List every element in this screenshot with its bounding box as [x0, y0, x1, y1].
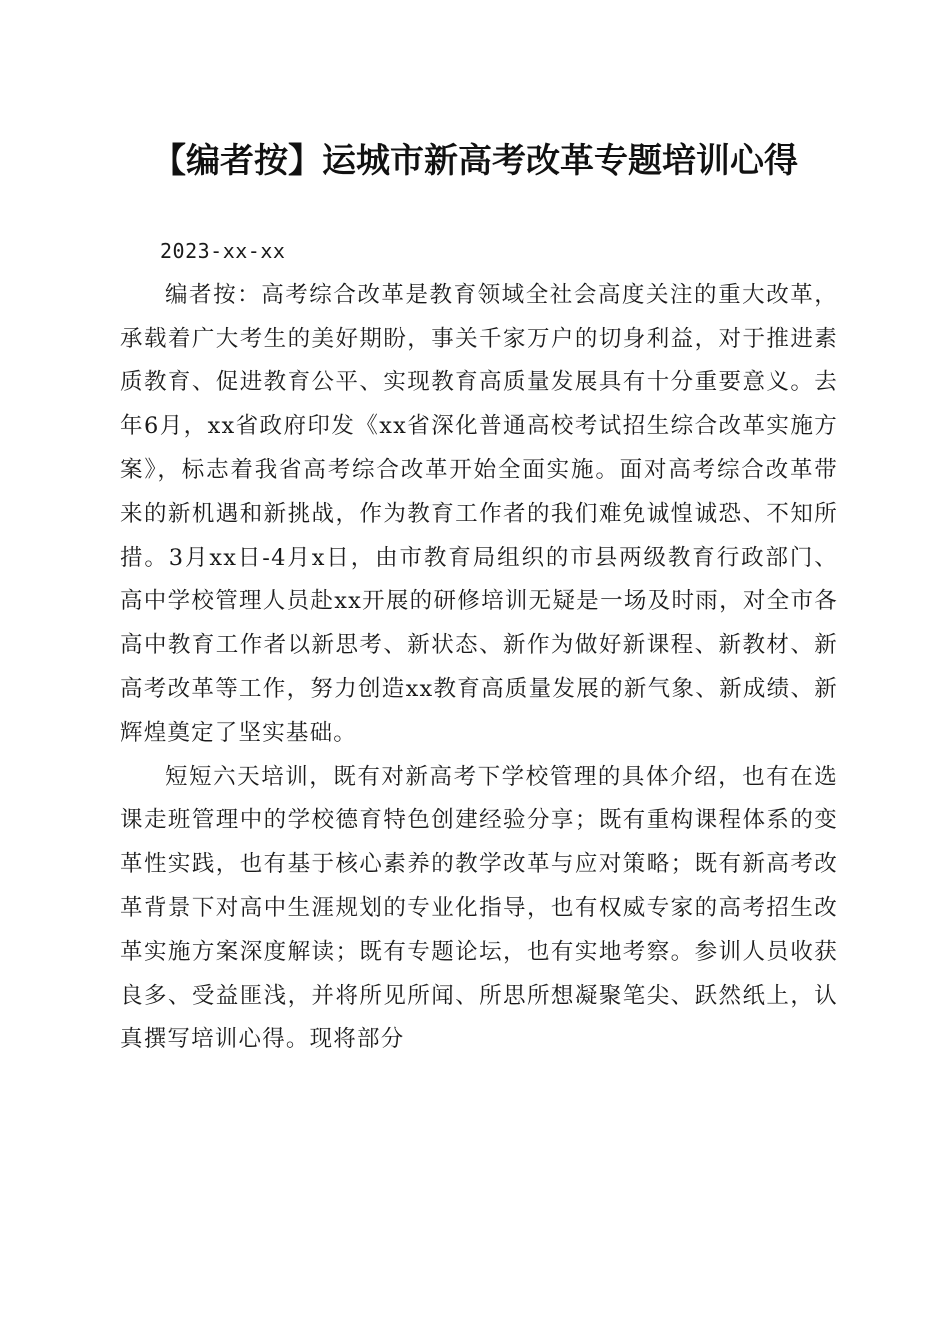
paragraph-editor-note: 编者按：高考综合改革是教育领域全社会高度关注的重大改革，承载着广大考生的美好期盼，事关千家万户的切身利益，对于推进素质教育、促进教育公平、实现教育高质量发展具有十分重要意义。去年6月，xx省政府印发《xx省深化普通高校考试招生综合改革实施方案》，标志着我省高考综合改革开始全面实施。面对高考综合改革带来的新机遇和新挑战，作为教育工作者的我们难免诚惶诚恐、不知所措。3月xx日-4月x日，由市教育局组织的市县两级教育行政部门、高中学校管理人员赴xx开展的研修培训无疑是一场及时雨，对全市各高中教育工作者以新思考、新状态、新作为做好新课程、新教材、新高考改革等工作，努力创造xx教育高质量发展的新气象、新成绩、新辉煌奠定了坚实基础。: [120, 281, 838, 746]
document-date: 2023-xx-xx: [160, 239, 286, 263]
document-title: 【编者按】运城市新高考改革专题培训心得: [152, 141, 798, 181]
paragraph-training-summary: 短短六天培训，既有对新高考下学校管理的具体介绍，也有在选课走班管理中的学校德育特色创建经验分享；既有重构课程体系的变革性实践，也有基于核心素养的教学改革与应对策略；既有新高考改革背景下对高中生涯规划的专业化指导，也有权威专家的高考招生改革实施方案深度解读；既有专题论坛，也有实地考察。参训人员收获良多、受益匪浅，并将所见所闻、所思所想凝聚笔尖、跃然纸上，认真撰写培训心得。现将部分: [120, 763, 838, 1053]
document-body: [120, 230, 838, 1062]
